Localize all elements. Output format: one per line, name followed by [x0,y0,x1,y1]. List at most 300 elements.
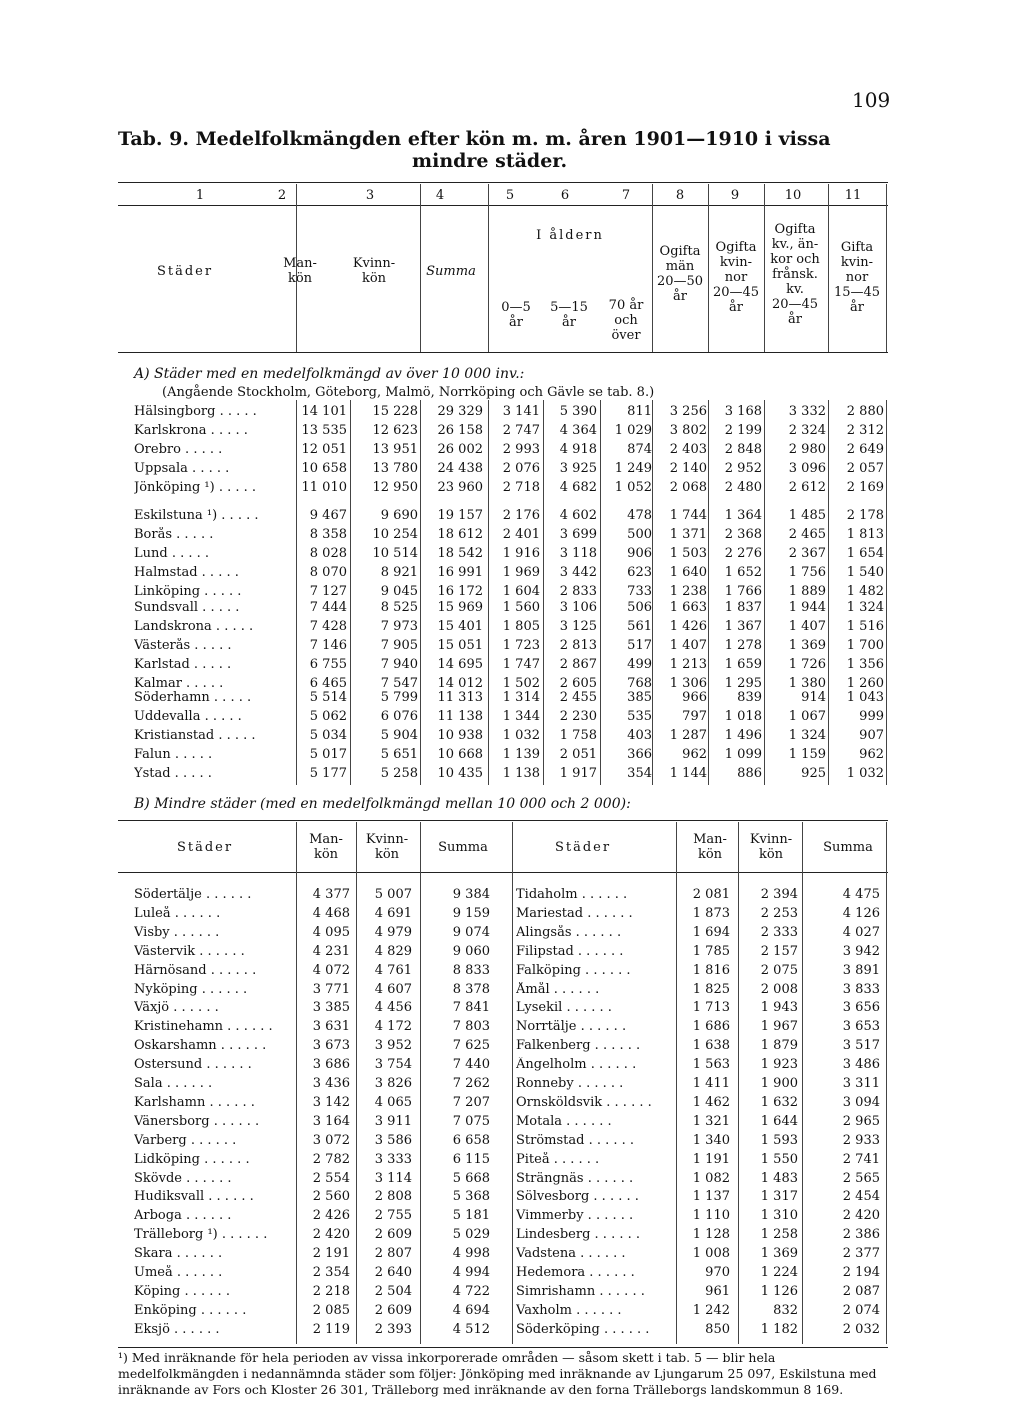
city-name: Vimmerby . . . . . . [516,1208,634,1224]
section-a-note: (Angående Stockholm, Göteborg, Malmö, Norrköping och Gävle se tab. 8.) [162,385,655,400]
cell-value: 2 782 [312,1151,350,1167]
cell-value: 5 904 [380,728,418,743]
cell-value: 5 017 [309,747,347,762]
cell-value: 2 454 [842,1189,880,1205]
header-age-0-5: 0—5 år [501,300,531,330]
column-rule [828,400,829,785]
cell-value: 1 550 [760,1151,798,1167]
cell-value: 1 260 [846,676,884,691]
header-i-aldern: I åldern [536,228,604,243]
city-name: Östersund . . . . . . [134,1057,252,1073]
cell-value: 1 258 [760,1227,798,1243]
cell-value: 3 486 [842,1057,880,1073]
city-name: Falun . . . . . [134,747,213,762]
cell-value: 1 426 [669,619,707,634]
cell-value: 5 029 [452,1227,490,1243]
column-number: 6 [560,188,570,203]
cell-value: 2 420 [312,1227,350,1243]
city-name: Kristianstad . . . . . [134,728,256,743]
cell-value: 5 258 [380,766,418,781]
column-rule [802,822,803,1344]
city-name: Söderköping . . . . . . [516,1321,650,1337]
header-b-mankon-right: Man- kön [693,832,727,862]
cell-value: 1 726 [788,657,826,672]
city-name: Hedemora . . . . . . [516,1265,635,1280]
footnote: ¹) Med inräknande för hela perioden av vissa inkorporerade områden — såsom skett i tab. 5 — blir hela medelfolkmängden i nedannämnda städer som följer: Jönköping med inräknande av Ljungarum 25 097, Eskilstuna med inräknande av Fors och Kloster 26 301, Trälleborg med inräknande av den forna Trälleborgs landskommun 8 169. [118,1350,877,1397]
cell-value: 8 833 [452,962,490,978]
city-name: Skara . . . . . . [134,1246,223,1262]
cell-value: 9 384 [452,887,490,902]
cell-value: 2 253 [760,905,798,921]
city-name: Växjö . . . . . . [134,1000,219,1016]
header-b-summa-left: Summa [438,840,488,855]
cell-value: 4 994 [452,1265,490,1280]
city-name: Arboga . . . . . . [134,1208,232,1224]
cell-value: 5 034 [309,728,347,743]
cell-value: 9 467 [309,508,347,523]
column-rule [350,400,351,785]
cell-value: 3 673 [312,1038,350,1054]
cell-value: 3 699 [559,527,597,542]
cell-value: 3 891 [842,962,880,978]
city-name: Filipstad . . . . . . [516,943,624,959]
cell-value: 2 032 [842,1321,880,1337]
column-rule [512,822,513,1344]
top-rule [118,182,888,183]
cell-value: 3 436 [312,1076,350,1091]
cell-value: 850 [705,1321,730,1337]
cell-value: 3 114 [374,1170,412,1186]
cell-value: 4 364 [559,423,597,438]
cell-value: 8 921 [380,565,418,580]
cell-value: 9 045 [380,584,418,599]
header-age-70: 70 år och över [608,298,644,343]
city-name: Hudiksvall . . . . . . [134,1189,254,1205]
cell-value: 832 [773,1302,798,1318]
cell-value: 1 324 [846,600,884,615]
cell-value: 2 755 [374,1208,412,1224]
cell-value: 3 096 [788,461,826,476]
header-b-kvinnkon-left: Kvinn- kön [365,832,409,862]
cell-value: 1 593 [760,1132,798,1148]
table-title: Tab. 9. Medelfolkmängden efter kön m. m. åren 1901—1910 i vissa [118,128,831,150]
cell-value: 354 [627,766,652,781]
column-rule [543,400,544,785]
cell-value: 1 758 [559,728,597,743]
city-name: Västerås . . . . . [134,638,232,653]
cell-value: 11 313 [437,690,483,705]
cell-value: 2 933 [842,1132,880,1148]
header-b-stader-right: Städer [554,840,612,855]
cell-value: 9 159 [452,905,490,921]
city-name: Vänersborg . . . . . . [134,1113,260,1129]
cell-value: 15 401 [437,619,483,634]
city-name: Eksjö . . . . . . [134,1321,220,1337]
cell-value: 906 [627,546,652,561]
cell-value: 18 612 [437,527,483,542]
column-number: 7 [621,188,631,203]
cell-value: 2 465 [788,527,826,542]
cell-value: 839 [737,690,762,705]
cell-value: 4 602 [559,508,597,523]
cell-value: 2 401 [502,527,540,542]
cell-value: 1 917 [559,766,597,781]
cell-value: 2 554 [312,1170,350,1186]
cell-value: 2 333 [760,924,798,940]
city-name: Kalmar . . . . . [134,676,224,691]
cell-value: 733 [627,584,652,599]
cell-value: 1 249 [614,461,652,476]
cell-value: 1 766 [724,584,762,599]
cell-value: 16 172 [437,584,483,599]
column-rule [420,184,421,352]
cell-value: 1 943 [760,1000,798,1016]
column-rule [600,400,601,785]
cell-value: 1 483 [760,1170,798,1186]
column-rule [886,400,887,785]
cell-value: 1 805 [502,619,540,634]
city-name: Skövde . . . . . . [134,1170,232,1186]
cell-value: 970 [705,1265,730,1280]
cell-value: 561 [627,619,652,634]
city-name: Norrtälje . . . . . . [516,1019,627,1035]
column-rule [764,400,765,785]
cell-value: 4 072 [312,962,350,978]
cell-value: 8 358 [309,527,347,542]
cell-value: 2 169 [846,480,884,495]
cell-value: 925 [801,766,826,781]
cell-value: 3 631 [312,1019,350,1035]
header-kvinnkon: Kvinn- kön [352,256,396,286]
cell-value: 2 194 [842,1265,880,1280]
cell-value: 1 502 [502,676,540,691]
cell-value: 4 027 [842,924,880,940]
cell-value: 2 813 [559,638,597,653]
cell-value: 2 609 [374,1302,412,1318]
cell-value: 1 238 [669,584,707,599]
cell-value: 2 386 [842,1227,880,1243]
cell-value: 5 668 [452,1170,490,1186]
column-rule [296,184,297,352]
cell-value: 8 070 [309,565,347,580]
cell-value: 8 525 [380,600,418,615]
column-number: 4 [435,188,445,203]
cell-value: 1 052 [614,480,652,495]
cell-value: 3 311 [842,1076,880,1091]
cell-value: 1 314 [502,690,540,705]
cell-value: 1 503 [669,546,707,561]
cell-value: 3 826 [374,1076,412,1091]
header-b-mankon-left: Man- kön [309,832,343,862]
city-name: Oskarshamn . . . . . . [134,1038,267,1054]
city-name: Örebro . . . . . [134,442,223,457]
cell-value: 2 649 [846,442,884,457]
cell-value: 5 390 [559,404,597,419]
column-rule [708,184,709,352]
cell-value: 1 785 [692,943,730,959]
cell-value: 1 380 [788,676,826,691]
cell-value: 2 057 [846,461,884,476]
cell-value: 1 967 [760,1019,798,1035]
cell-value: 3 142 [312,1094,350,1110]
cell-value: 11 010 [301,480,347,495]
cell-value: 2 051 [559,747,597,762]
cell-value: 2 354 [312,1265,350,1280]
cell-value: 13 780 [372,461,418,476]
city-name: Lidköping . . . . . . [134,1151,250,1167]
cell-value: 2 747 [502,423,540,438]
cell-value: 535 [627,709,652,724]
cell-value: 797 [682,709,707,724]
cell-value: 1 018 [724,709,762,724]
cell-value: 2 609 [374,1227,412,1243]
section-b-rule [118,820,888,821]
cell-value: 3 942 [842,943,880,959]
header-gifta-kvinnor: Gifta kvin- nor 15—45 år [833,240,881,315]
cell-value: 3 952 [374,1038,412,1054]
table-row [0,508,1024,527]
table-row [0,461,1024,480]
column-number: 9 [730,188,740,203]
cell-value: 3 141 [502,404,540,419]
cell-value: 9 060 [452,943,490,959]
cell-value: 962 [682,747,707,762]
city-name: Eskilstuna ¹) . . . . . [134,508,259,523]
cell-value: 2 076 [502,461,540,476]
column-rule [738,822,739,1344]
cell-value: 966 [682,690,707,705]
city-name: Hälsingborg . . . . . [134,404,257,419]
city-name: Linköping . . . . . [134,584,242,599]
table-title-line2: mindre städer. [412,150,568,172]
cell-value: 4 231 [312,943,350,959]
cell-value: 4 607 [374,981,412,997]
cell-value: 7 803 [452,1019,490,1035]
cell-value: 15 228 [372,404,418,419]
cell-value: 29 329 [437,404,483,419]
city-name: Åmål . . . . . . [516,981,600,997]
cell-value: 1 356 [846,657,884,672]
cell-value: 2 075 [760,962,798,978]
column-number: 1 [195,188,205,203]
city-name: Uppsala . . . . . [134,461,230,476]
cell-value: 3 442 [559,565,597,580]
cell-value: 1 654 [846,546,884,561]
city-name: Simrishamn . . . . . . [516,1283,645,1299]
cell-value: 1 496 [724,728,762,743]
cell-value: 1 139 [502,747,540,762]
cell-value: 1 287 [669,728,707,743]
cell-value: 3 118 [559,546,597,561]
city-name: Strängnäs . . . . . . [516,1170,634,1186]
cell-value: 1 485 [788,508,826,523]
cell-value: 2 403 [669,442,707,457]
cell-value: 26 002 [437,442,483,457]
cell-value: 3 256 [669,404,707,419]
cell-value: 914 [801,690,826,705]
cell-value: 5 062 [309,709,347,724]
cell-value: 1 369 [760,1246,798,1262]
column-rule [356,822,357,1344]
city-name: Vadstena . . . . . . [516,1246,626,1262]
header-b-stader-left: Städer [176,840,234,855]
cell-value: 1 138 [502,766,540,781]
cell-value: 4 998 [452,1246,490,1262]
column-number: 5 [505,188,515,203]
cell-value: 3 072 [312,1132,350,1148]
cell-value: 1 837 [724,600,762,615]
cell-value: 3 656 [842,1000,880,1016]
cell-value: 1 659 [724,657,762,672]
cell-value: 478 [627,508,652,523]
cell-value: 4 512 [452,1321,490,1337]
cell-value: 2 312 [846,423,884,438]
city-name: Varberg . . . . . . [134,1132,237,1148]
cell-value: 3 586 [374,1132,412,1148]
cell-value: 1 686 [692,1019,730,1035]
cell-value: 3 385 [312,1000,350,1016]
cell-value: 811 [627,404,652,419]
cell-value: 1 540 [846,565,884,580]
cell-value: 2 565 [842,1170,880,1186]
cell-value: 19 157 [437,508,483,523]
city-name: Tidaholm . . . . . . [516,887,628,902]
cell-value: 4 691 [374,905,412,921]
cell-value: 999 [859,709,884,724]
cell-value: 2 008 [760,981,798,997]
cell-value: 1 126 [760,1283,798,1299]
cell-value: 3 686 [312,1057,350,1073]
column-rule [764,184,765,352]
cell-value: 1 825 [692,981,730,997]
column-rule [420,822,421,1344]
cell-value: 4 095 [312,924,350,940]
header-mankon: Man- kön [283,256,317,286]
cell-value: 2 119 [312,1321,350,1337]
cell-value: 13 535 [301,423,347,438]
cell-value: 2 612 [788,480,826,495]
cell-value: 1 756 [788,565,826,580]
cell-value: 1 889 [788,584,826,599]
cell-value: 2 993 [502,442,540,457]
cell-value: 1 128 [692,1227,730,1243]
cell-value: 4 475 [842,887,880,902]
cell-value: 2 176 [502,508,540,523]
cell-value: 1 563 [692,1057,730,1073]
cell-value: 10 254 [372,527,418,542]
cell-value: 3 164 [312,1113,350,1129]
cell-value: 3 106 [559,600,597,615]
cell-value: 2 367 [788,546,826,561]
cell-value: 1 191 [692,1151,730,1167]
table-row [0,565,1024,584]
city-name: Piteå . . . . . . [516,1151,600,1167]
cell-value: 2 081 [692,887,730,902]
cell-value: 2 965 [842,1113,880,1129]
table-row [0,619,1024,638]
cell-value: 1 916 [502,546,540,561]
cell-value: 2 218 [312,1283,350,1299]
cell-value: 12 950 [372,480,418,495]
cell-value: 4 979 [374,924,412,940]
cell-value: 13 951 [372,442,418,457]
cell-value: 14 012 [437,676,483,691]
cell-value: 1 560 [502,600,540,615]
cell-value: 907 [859,728,884,743]
cell-value: 1 879 [760,1038,798,1054]
table-row [0,657,1024,676]
cell-value: 1 663 [669,600,707,615]
cell-value: 1 969 [502,565,540,580]
column-rule [488,400,489,785]
cell-value: 1 632 [760,1094,798,1110]
cell-value: 962 [859,747,884,762]
cell-value: 2 377 [842,1246,880,1262]
city-name: Falkenberg . . . . . . [516,1038,641,1054]
column-number: 11 [844,188,862,203]
cell-value: 3 333 [374,1151,412,1167]
cell-value: 1 516 [846,619,884,634]
city-name: Ronneby . . . . . . [516,1076,624,1091]
cell-value: 1 306 [669,676,707,691]
city-name: Söderhamn . . . . . [134,690,252,705]
cell-value: 1 923 [760,1057,798,1073]
cell-value: 1 713 [692,1000,730,1016]
header-summa: Summa [426,264,476,279]
cell-value: 2 880 [846,404,884,419]
cell-value: 1 604 [502,584,540,599]
cell-value: 2 324 [788,423,826,438]
cell-value: 8 028 [309,546,347,561]
city-name: Umeå . . . . . . [134,1265,223,1280]
cell-value: 14 101 [301,404,347,419]
cell-value: 4 722 [452,1283,490,1299]
cell-value: 1 747 [502,657,540,672]
cell-value: 10 435 [437,766,483,781]
column-rule [708,400,709,785]
cell-value: 14 695 [437,657,483,672]
cell-value: 3 332 [788,404,826,419]
cell-value: 1 082 [692,1170,730,1186]
cell-value: 4 172 [374,1019,412,1035]
cell-value: 2 504 [374,1283,412,1299]
cell-value: 9 690 [380,508,418,523]
cell-value: 7 262 [452,1076,490,1091]
header-ogifta-kv-ankor: Ogifta kv., än- kor och frånsk. kv. 20—45 år [770,222,820,327]
city-name: Nyköping . . . . . . [134,981,248,997]
cell-value: 1 317 [760,1189,798,1205]
cell-value: 1 694 [692,924,730,940]
column-number: 2 [277,188,287,203]
cell-value: 4 377 [312,887,350,902]
cell-value: 1 110 [692,1208,730,1224]
cell-value: 7 428 [309,619,347,634]
column-number: 8 [675,188,685,203]
cell-value: 2 833 [559,584,597,599]
cell-value: 7 444 [309,600,347,615]
cell-value: 1 640 [669,565,707,580]
cell-value: 2 276 [724,546,762,561]
city-name: Uddevalla . . . . . [134,709,242,724]
cell-value: 2 605 [559,676,597,691]
cell-value: 1 278 [724,638,762,653]
cell-value: 7 973 [380,619,418,634]
cell-value: 961 [705,1283,730,1299]
cell-value: 5 799 [380,690,418,705]
column-rule [296,822,297,1344]
city-name: Visby . . . . . . [134,924,220,940]
cell-value: 7 547 [380,676,418,691]
